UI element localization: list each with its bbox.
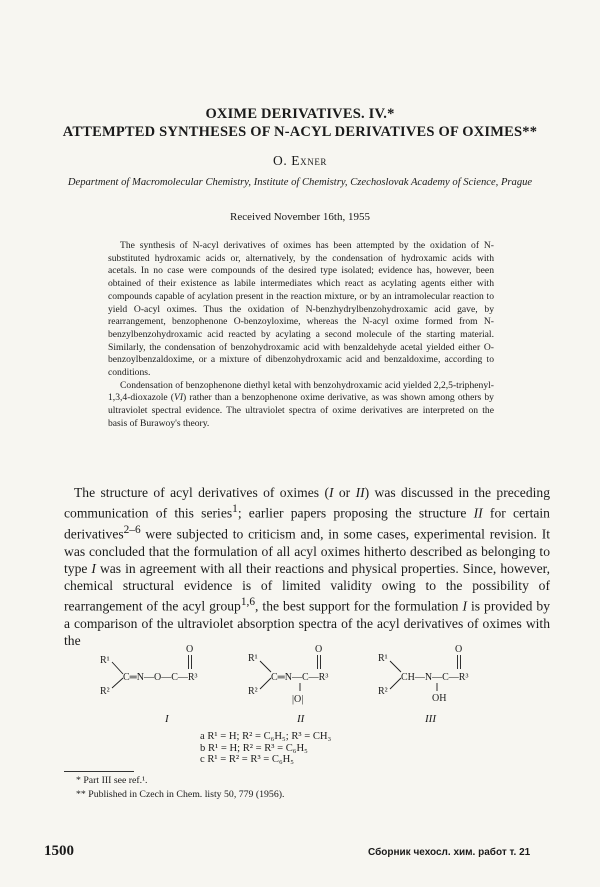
abstract	[108, 240, 494, 431]
footnote-1: * Part III see ref.¹.	[76, 775, 148, 786]
article-title-line1: OXIME DERIVATIVES. IV.*	[205, 106, 395, 122]
body-text	[64, 484, 550, 649]
abstract-paragraph-2	[108, 380, 494, 431]
substituent-r2: R²	[100, 686, 110, 697]
author-affiliation: Department of Macromolecular Chemistry, Institute of Chemistry, Czechoslovak Academy of Science, Prague	[67, 177, 533, 188]
abstract-paragraph-1: The synthesis of N-acyl derivatives of oximes has been attempted by the oxidation of N-substituted hydroxamic acids or, alternatively, by the condensation of hydroxamic acids with acetals. In no case were compounds of the desired type isolated; evidence has, however, been obtained of their existence as labile intermediates which react as acylating agents either with compounds capable of acylation present in the reaction mixture, or by an intramolecular reaction to yield O-acyl oximes. Thus the oxidation of N-benzhydrylbenzohydroxamic acid gave, by rearrangement, benzophenone O-benzoyloxime, whereas the N-acyl oxime formed from N-benzylbenzohydroxamic acid reacted by acylating a second molecule of the starting material. Similarly, the condensation of benzohydroxamic acid with benzaldehyde acetal yielded either O-benzoylbenzaldoxime, or a mixture of dibenzohydroxamic acid and benzaldoxime, according to conditions.	[108, 240, 494, 379]
bond	[260, 678, 271, 689]
body-text-run: was in agreement with all their reactions and physical properties. Since, however, chemical structural evidence is of limited validity owing to the possibility of rearrangement of the acyl group	[64, 560, 550, 614]
body-text-run: for certain derivatives	[64, 505, 550, 542]
substituent-variants	[200, 731, 331, 766]
citation: 2–6	[123, 523, 141, 536]
bond	[390, 678, 401, 689]
footnotes	[64, 774, 484, 801]
author-name: O. Exner	[272, 153, 328, 168]
bond	[260, 661, 271, 672]
variant-c: c R¹ = R² = R³ = C₆H₅	[200, 754, 294, 766]
chain-I: C═N—O—C—R³	[123, 672, 198, 683]
compound-ref: I	[91, 560, 96, 576]
citation: 1	[232, 503, 238, 516]
structure-III	[378, 644, 468, 725]
substituent-r1: R¹	[248, 653, 258, 664]
hydroxyl-group: OH	[432, 693, 447, 704]
body-text-run: The structure of acyl derivatives of oximes (	[74, 485, 329, 500]
bond	[390, 661, 401, 672]
compound-ref: VI	[173, 392, 184, 404]
bond	[112, 662, 123, 674]
received-date: Received November 16th, 1955	[230, 211, 370, 223]
variant-a: a R¹ = H; R² = C₆H₅; R³ = CH₃	[200, 731, 332, 742]
journal-reference: Сборник чехосл. хим. работ т. 21	[368, 847, 531, 858]
carbonyl-oxygen: O	[315, 644, 323, 655]
substituent-r2: R²	[378, 686, 388, 697]
structure-label-I: I	[165, 713, 169, 725]
chain-II: C═N—C—R³	[271, 672, 329, 683]
page-number: 1500	[44, 843, 74, 859]
body-text-run: were subjected to criticism and, in some cases, experimental revision. It was concluded that the formulation of all acyl oximes hitherto described as belonging to type	[64, 526, 550, 576]
structure-II	[248, 644, 328, 725]
body-text-run: is provided by a comparison of the ultraviolet absorption spectra of the acyl derivatives of oximes with the	[64, 598, 550, 649]
footnote-2: ** Published in Czech in Chem. listy 50, 779 (1956).	[76, 788, 285, 800]
compound-ref: II	[473, 505, 483, 521]
body-text-run: or	[333, 485, 356, 500]
citation: 1,6	[240, 596, 256, 609]
substituent-r1: R¹	[100, 655, 110, 666]
compound-ref: I	[462, 598, 467, 614]
variant-b: b R¹ = H; R² = R³ = C₆H₅	[200, 742, 308, 754]
article-title-line2: ATTEMPTED SYNTHESES OF N-ACYL DERIVATIVES OF OXIMES**	[62, 124, 538, 140]
structure-label-II: II	[297, 713, 305, 725]
body-text-run: , the best support for the formulation	[255, 598, 463, 614]
body-text-run: ) was discussed in the preceding communication of this series	[64, 485, 550, 521]
carbonyl-oxygen: O	[455, 644, 463, 655]
substituent-r1: R¹	[378, 653, 388, 664]
bond	[112, 678, 123, 688]
structure-I	[100, 644, 198, 725]
structure-label-III: III	[425, 713, 436, 725]
substituent-r2: R²	[248, 686, 258, 697]
compound-ref: II	[355, 485, 365, 500]
footnote-divider	[64, 771, 134, 772]
body-paragraph	[64, 484, 550, 649]
carbonyl-oxygen: O	[186, 644, 194, 655]
chain-III: CH—N—C—R³	[401, 672, 469, 683]
abstract-text: Condensation of benzophenone diethyl ketal with benzohydroxamic acid yielded 2,2,5-triphenyl-1,3,4-dioxazole (	[108, 379, 494, 404]
n-oxide-oxygen: |O|	[292, 694, 304, 705]
compound-ref: I	[328, 485, 334, 500]
abstract-text: ) rather than a benzophenone oxime derivative, as was shown among others by ultraviolet spectral evidence. The ultraviolet spectra of oxime derivatives are interpreted on the basis of Burawoy's theory.	[108, 392, 494, 429]
body-text-run: ; earlier papers proposing the structure	[237, 505, 474, 521]
